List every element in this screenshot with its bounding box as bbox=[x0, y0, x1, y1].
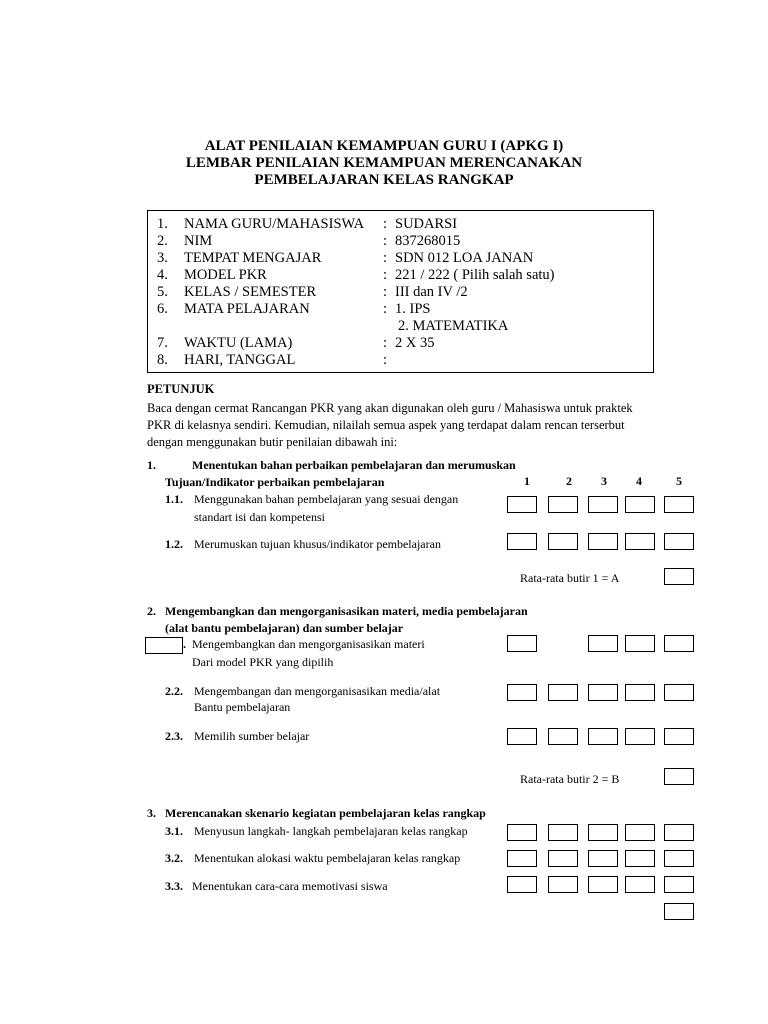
score-box-1-1-2[interactable] bbox=[548, 496, 578, 513]
score-box-2-1-1[interactable] bbox=[507, 635, 537, 652]
score-box-3-3-5[interactable] bbox=[664, 876, 694, 893]
score-box-3-1-3[interactable] bbox=[588, 824, 618, 841]
petunjuk-heading: PETUNJUK bbox=[147, 382, 215, 396]
identity-number: 7. bbox=[157, 335, 168, 351]
average-3-box[interactable] bbox=[664, 903, 694, 920]
item-3-2-text: Menentukan alokasi waktu pembelajaran kelas rangkap bbox=[194, 851, 461, 865]
item-2-3-number: 2.3. bbox=[165, 729, 183, 743]
score-box-3-3-2[interactable] bbox=[548, 876, 578, 893]
item-2-1-text-2: Dari model PKR yang dipilih bbox=[192, 655, 334, 669]
score-box-1-1-4[interactable] bbox=[625, 496, 655, 513]
score-box-3-2-1[interactable] bbox=[507, 850, 537, 867]
score-box-3-2-5[interactable] bbox=[664, 850, 694, 867]
score-box-1-2-2[interactable] bbox=[548, 533, 578, 550]
item-1-1-number: 1.1. bbox=[165, 492, 183, 506]
identity-number: 6. bbox=[157, 301, 168, 317]
section-2-number: 2. bbox=[147, 604, 156, 618]
score-box-1-2-3[interactable] bbox=[588, 533, 618, 550]
identity-value: 2. MATEMATIKA bbox=[398, 318, 509, 334]
average-2-box[interactable] bbox=[664, 768, 694, 785]
score-box-2-3-4[interactable] bbox=[625, 728, 655, 745]
item-2-2-number: 2.2. bbox=[165, 684, 183, 698]
score-box-2-2-5[interactable] bbox=[664, 684, 694, 701]
identity-value: SUDARSI bbox=[395, 216, 458, 232]
score-box-1-1-1[interactable] bbox=[507, 496, 537, 513]
scale-head-3: 3 bbox=[601, 474, 607, 488]
score-box-2-2-2[interactable] bbox=[548, 684, 578, 701]
average-1-box[interactable] bbox=[664, 568, 694, 585]
score-box-3-2-3[interactable] bbox=[588, 850, 618, 867]
section-2-subtitle: (alat bantu pembelajaran) dan sumber belajar bbox=[165, 621, 404, 635]
score-box-3-2-2[interactable] bbox=[548, 850, 578, 867]
identity-value: 221 / 222 ( Pilih salah satu) bbox=[395, 267, 555, 283]
item-2-1-number: . bbox=[183, 637, 186, 651]
identity-colon: : bbox=[383, 250, 388, 266]
identity-value: III dan IV /2 bbox=[395, 284, 468, 300]
title-line-2: LEMBAR PENILAIAN KEMAMPUAN MERENCANAKAN bbox=[185, 155, 583, 171]
identity-number: 1. bbox=[157, 216, 168, 232]
score-box-2-1-4[interactable] bbox=[625, 635, 655, 652]
score-box-3-1-4[interactable] bbox=[625, 824, 655, 841]
average-2-label: Rata-rata butir 2 = B bbox=[520, 772, 620, 786]
identity-label: MODEL PKR bbox=[184, 267, 267, 283]
score-box-2-2-1[interactable] bbox=[507, 684, 537, 701]
identity-value: 1. IPS bbox=[395, 301, 431, 317]
score-box-3-2-4[interactable] bbox=[625, 850, 655, 867]
identity-colon: : bbox=[383, 284, 388, 300]
score-box-2-3-1[interactable] bbox=[507, 728, 537, 745]
score-box-1-1-5[interactable] bbox=[664, 496, 694, 513]
item-2-2-text-2: Bantu pembelajaran bbox=[194, 700, 291, 714]
identity-number: 2. bbox=[157, 233, 168, 249]
average-1-label: Rata-rata butir 1 = A bbox=[520, 571, 620, 585]
section-3-number: 3. bbox=[147, 806, 156, 820]
score-box-3-3-3[interactable] bbox=[588, 876, 618, 893]
score-box-1-1-3[interactable] bbox=[588, 496, 618, 513]
petunjuk-line-2: PKR di kelasnya sendiri. Kemudian, nilailah semua aspek yang terdapat dalam rencan terserbut bbox=[147, 418, 625, 432]
section-3-title: Merencanakan skenario kegiatan pembelajaran kelas rangkap bbox=[165, 806, 486, 820]
section-2-title: Mengembangkan dan mengorganisasikan materi, media pembelajaran bbox=[165, 604, 528, 618]
score-box-2-2-4[interactable] bbox=[625, 684, 655, 701]
item-2-1-text: Mengembangkan dan mengorganisasikan materi bbox=[192, 637, 425, 651]
item-1-2-text: Merumuskan tujuan khusus/indikator pembelajaran bbox=[194, 537, 441, 551]
identity-label: WAKTU (LAMA) bbox=[184, 335, 293, 351]
identity-label: NIM bbox=[184, 233, 213, 249]
identity-number: 5. bbox=[157, 284, 168, 300]
title-line-1: ALAT PENILAIAN KEMAMPUAN GURU I (APKG I) bbox=[204, 138, 564, 154]
score-box-3-3-1[interactable] bbox=[507, 876, 537, 893]
item-3-1-text: Menyusun langkah- langkah pembelajaran kelas rangkap bbox=[194, 824, 468, 838]
identity-colon: : bbox=[383, 216, 388, 232]
identity-label: NAMA GURU/MAHASISWA bbox=[184, 216, 365, 232]
item-3-2-number: 3.2. bbox=[165, 851, 183, 865]
scale-head-5: 5 bbox=[676, 474, 682, 488]
item-1-1-text: Menggunakan bahan pembelajaran yang sesuai dengan bbox=[194, 492, 459, 506]
section-1-subtitle: Tujuan/Indikator perbaikan pembelajaran bbox=[165, 475, 385, 489]
identity-colon: : bbox=[383, 267, 388, 283]
score-box-1-2-4[interactable] bbox=[625, 533, 655, 550]
item-3-3-text: Menentukan cara-cara memotivasi siswa bbox=[192, 879, 388, 893]
score-box-2-3-5[interactable] bbox=[664, 728, 694, 745]
item-2-3-text: Memilih sumber belajar bbox=[194, 729, 310, 743]
petunjuk-line-1: Baca dengan cermat Rancangan PKR yang akan digunakan oleh guru / Mahasiswa untuk praktek bbox=[147, 401, 633, 415]
identity-label: TEMPAT MENGAJAR bbox=[184, 250, 322, 266]
item-3-1-number: 3.1. bbox=[165, 824, 183, 838]
identity-value: SDN 012 LOA JANAN bbox=[395, 250, 534, 266]
identity-label: KELAS / SEMESTER bbox=[184, 284, 317, 300]
identity-value: 2 X 35 bbox=[395, 335, 435, 351]
score-box-2-2-3[interactable] bbox=[588, 684, 618, 701]
identity-colon: : bbox=[383, 352, 388, 368]
score-box-3-1-1[interactable] bbox=[507, 824, 537, 841]
section-1-number: 1. bbox=[147, 458, 156, 472]
score-box-1-2-5[interactable] bbox=[664, 533, 694, 550]
identity-colon: : bbox=[383, 335, 388, 351]
item-3-3-number: 3.3. bbox=[165, 879, 183, 893]
score-box-2-1-3[interactable] bbox=[588, 635, 618, 652]
score-box-2-3-2[interactable] bbox=[548, 728, 578, 745]
section-1-title: Menentukan bahan perbaikan pembelajaran dan merumuskan bbox=[192, 458, 516, 472]
identity-number: 4. bbox=[157, 267, 168, 283]
score-box-2-1-5[interactable] bbox=[664, 635, 694, 652]
identity-label: HARI, TANGGAL bbox=[184, 352, 296, 368]
identity-number: 3. bbox=[157, 250, 168, 266]
score-box-1-2-1[interactable] bbox=[507, 533, 537, 550]
petunjuk-line-3: dengan menggunakan butir penilaian dibawah ini: bbox=[147, 435, 398, 449]
title-line-3: PEMBELAJARAN KELAS RANGKAP bbox=[254, 172, 514, 188]
scale-head-1: 1 bbox=[524, 474, 530, 488]
scale-head-2: 2 bbox=[566, 474, 572, 488]
identity-colon: : bbox=[383, 301, 388, 317]
score-box-3-1-5[interactable] bbox=[664, 824, 694, 841]
identity-label: MATA PELAJARAN bbox=[184, 301, 310, 317]
item-1-2-number: 1.2. bbox=[165, 537, 183, 551]
score-box-3-3-4[interactable] bbox=[625, 876, 655, 893]
item-1-1-text-2: standart isi dan kompetensi bbox=[194, 510, 325, 524]
scale-head-4: 4 bbox=[636, 474, 642, 488]
score-box-3-1-2[interactable] bbox=[548, 824, 578, 841]
item-2-1-number-box[interactable] bbox=[145, 637, 183, 654]
identity-number: 8. bbox=[157, 352, 168, 368]
identity-colon: : bbox=[383, 233, 388, 249]
identity-value: 837268015 bbox=[395, 233, 461, 249]
item-2-2-text: Mengembangan dan mengorganisasikan media/alat bbox=[194, 684, 441, 698]
score-box-2-3-3[interactable] bbox=[588, 728, 618, 745]
